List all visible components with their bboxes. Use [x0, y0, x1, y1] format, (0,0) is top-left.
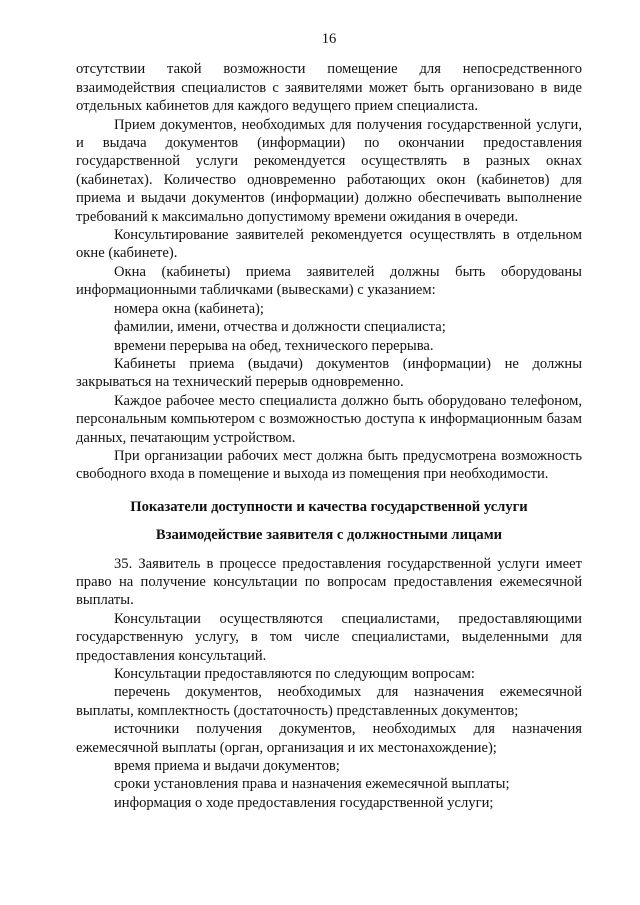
page-number: 16: [321, 31, 337, 47]
document-page: [76, 30, 582, 812]
paragraph: Окна (кабинеты) приема заявителей должны быть оборудованы информационными табличками (вывесками) с указанием:: [76, 263, 582, 299]
paragraph: Консультирование заявителей рекомендуется осуществлять в отдельном окне (кабинете).: [76, 227, 582, 262]
list-item: информация о ходе предоставления государственной услуги;: [114, 794, 494, 811]
paragraph: Каждое рабочее место специалиста должно быть оборудовано телефоном, персональным компьютером с возможностью доступа к информационным базам данных, печатающим устройством.: [76, 392, 582, 446]
list-item: перечень документов, необходимых для назначения ежемесячной выплаты, комплектность (достаточность) представленных документов;: [76, 684, 582, 719]
paragraph: Прием документов, необходимых для получения государственной услуги, и выдача документов (информации) по окончании предоставления государственной услуги рекомендуется осуществлять в разных окнах (кабинетах). Количество одновременно работающих окон (кабинетов) для приема и выдачи документов (информации) должно обеспечивать выполнение требований к максимально допустимому времени ожидания в очереди.: [76, 116, 582, 225]
paragraph: Консультации предоставляются по следующим вопросам:: [114, 666, 475, 682]
paragraph: 35. Заявитель в процессе предоставления государственной услуги имеет право на получение консультации по вопросам предоставления ежемесячной выплаты.: [76, 555, 582, 609]
section-heading: Показатели доступности и качества государственной услуги: [130, 498, 528, 515]
list-item: времени перерыва на обед, технического перерыва.: [114, 337, 434, 354]
list-item: время приема и выдачи документов;: [114, 758, 340, 775]
list-item: фамилии, имени, отчества и должности специалиста;: [114, 319, 446, 336]
list-item: сроки установления права и назначения ежемесячной выплаты;: [114, 776, 510, 793]
list-item: номера окна (кабинета);: [114, 300, 264, 317]
paragraph: При организации рабочих мест должна быть предусмотрена возможность свободного входа в помещение и выхода из помещения при необходимости.: [76, 447, 582, 483]
list-item: источники получения документов, необходимых для назначения ежемесячной выплаты (орган, организация и их местонахождение);: [76, 721, 582, 756]
body-top: [76, 60, 582, 483]
subsection-heading: Взаимодействие заявителя с должностными лицами: [155, 527, 503, 544]
paragraph: отсутствии такой возможности помещение для непосредственного взаимодействия специалистов с заявителями может быть организовано в виде отдельных кабинетов для каждого ведущего прием специалиста.: [76, 61, 582, 115]
paragraph: Консультации осуществляются специалистами, предоставляющими государственную услугу, в том числе специалистами, выделенными для предоставления консультаций.: [76, 610, 582, 664]
paragraph: Кабинеты приема (выдачи) документов (информации) не должны закрываться на технический перерыв одновременно.: [76, 355, 582, 391]
body-bottom: [76, 555, 582, 813]
